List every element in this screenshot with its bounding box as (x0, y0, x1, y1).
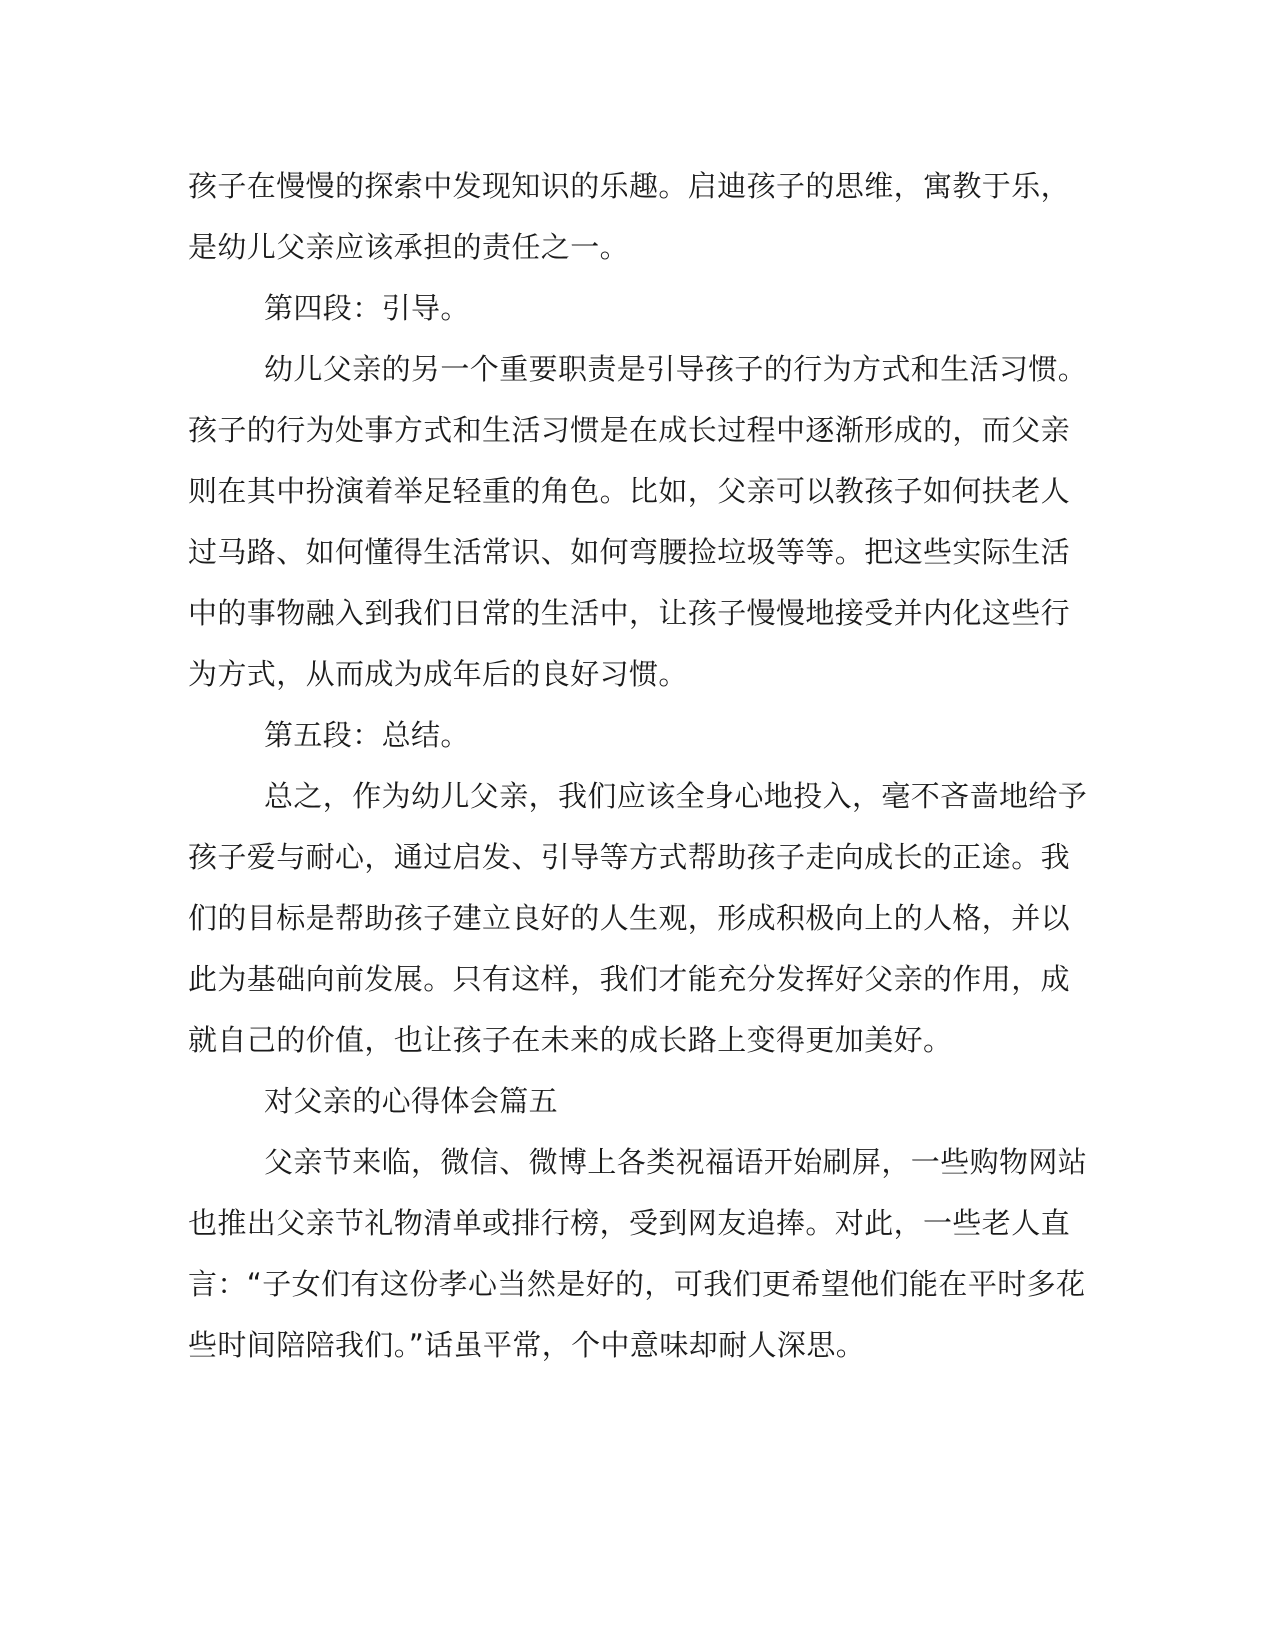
paragraph-line: 总之，作为幼儿父亲，我们应该全身心地投入，毫不吝啬地给予 (264, 779, 1088, 813)
paragraph-line: 则在其中扮演着举足轻重的角色。比如，父亲可以教孩子如何扶老人 (188, 474, 1071, 508)
paragraph-line: 父亲节来临，微信、微博上各类祝福语开始刷屏，一些购物网站 (264, 1145, 1088, 1179)
paragraph-line: 为方式，从而成为成年后的良好习惯。 (188, 657, 688, 691)
paragraph-line: 幼儿父亲的另一个重要职责是引导孩子的行为方式和生活习惯。 (264, 352, 1088, 386)
paragraph-line: 就自己的价值，也让孩子在未来的成长路上变得更加美好。 (188, 1023, 953, 1057)
paragraph-line: 也推出父亲节礼物清单或排行榜，受到网友追捧。对此，一些老人直 (188, 1206, 1071, 1240)
paragraph-line: 些时间陪陪我们。”话虽平常，个中意味却耐人深思。 (188, 1328, 866, 1362)
paragraph-line: 中的事物融入到我们日常的生活中，让孩子慢慢地接受并内化这些行 (188, 596, 1071, 630)
paragraph-line: 孩子在慢慢的探索中发现知识的乐趣。启迪孩子的思维，寓教于乐， (188, 169, 1071, 203)
paragraph-line: 此为基础向前发展。只有这样，我们才能充分发挥好父亲的作用，成 (188, 962, 1071, 996)
article-title: 对父亲的心得体会篇五 (264, 1084, 559, 1118)
paragraph-line: 们的目标是帮助孩子建立良好的人生观，形成积极向上的人格，并以 (188, 901, 1071, 935)
document-body (188, 156, 1088, 1376)
paragraph-line: 是幼儿父亲应该承担的责任之一。 (188, 230, 630, 264)
paragraph-line: 孩子爱与耐心，通过启发、引导等方式帮助孩子走向成长的正途。我 (188, 840, 1071, 874)
section-heading: 第四段：引导。 (264, 291, 470, 325)
section-heading: 第五段：总结。 (264, 718, 470, 752)
paragraph-line: 言：“子女们有这份孝心当然是好的，可我们更希望他们能在平时多花 (188, 1267, 1086, 1301)
paragraph-line: 孩子的行为处事方式和生活习惯是在成长过程中逐渐形成的，而父亲 (188, 413, 1071, 447)
paragraph-line: 过马路、如何懂得生活常识、如何弯腰捡垃圾等等。把这些实际生活 (188, 535, 1071, 569)
